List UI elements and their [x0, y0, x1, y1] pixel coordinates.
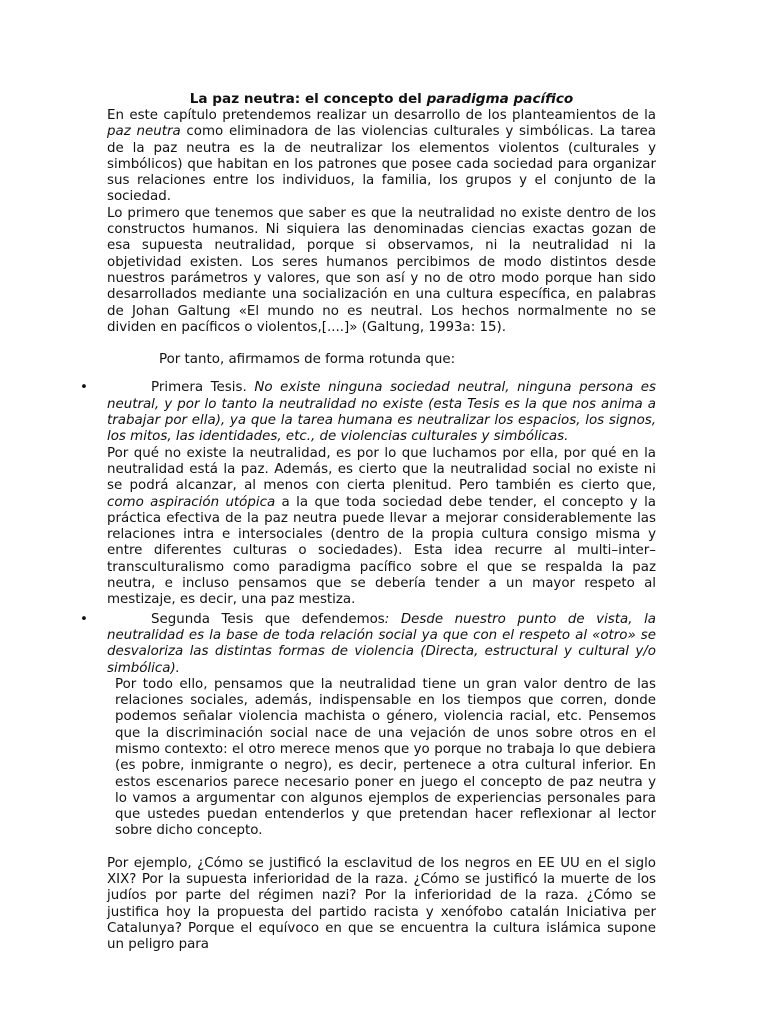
- thesis-one-text: [107, 380, 656, 445]
- p3-text-c: a la que toda sociedad debe tender, el concepto y la práctica efectiva de la paz neutra puede llevar a mejorar considerablemente las relaciones intra e intersociales (dentro de la propia cultura consigo misma y entre diferentes culturas o sociedades). Esta idea recurre al multi–inter–transculturalismo como paradigma pacífico sobre el que se respalda la paz neutra, e incluso pensamos que se debería tender a un mayor respeto al mestizaje, es decir, una paz mestiza.: [107, 494, 656, 608]
- bullet-marker: •: [80, 611, 88, 627]
- p1-emphasis: paz neutra: [107, 124, 181, 140]
- spacer: [107, 840, 656, 856]
- thesis-one: [80, 380, 656, 445]
- p1-text-c: como eliminadora de las violencias culturales y simbólicas. La tarea de la paz neutra es la de neutralizar los elementos violentos (culturales y simbólicos) que habitan en los patrones que posee cada sociedad para organizar sus relaciones entre los individuos, la familia, los grupos y el conjunto de la sociedad.: [107, 124, 656, 205]
- paragraph-neutrality: Lo primero que tenemos que saber es que la neutralidad no existe dentro de los constructos humanos. Ni siquiera las denominadas ciencias exactas gozan de esa supuesta neutralidad, porque si observamos, ni la neutralidad ni la objetividad existen. Los seres humanos percibimos de modo distintos desde nuestros parámetros y valores, que son así y no de otro modo porque han sido desarrollados mediante una socialización en una cultura específica, en palabras de Johan Galtung «El mundo no es neutral. Los hechos normalmente no se dividen en pacíficos o violentos,[....]» (Galtung, 1993a: 15).: [107, 205, 656, 335]
- paragraph-intro: [107, 108, 656, 206]
- title-plain: La paz neutra: el concepto del: [189, 91, 427, 107]
- p3-emphasis: como aspiración utópica: [107, 494, 276, 510]
- bullet-marker: •: [80, 380, 88, 396]
- thesis-two: [80, 611, 656, 677]
- title-italic: paradigma pacífico: [426, 91, 574, 107]
- spacer: [107, 336, 656, 350]
- paragraph-discrimination: Por todo ello, pensamos que la neutralidad tiene un gran valor dentro de las relaciones sociales, además, indispensable en los tiempos que corren, donde podemos señalar violencia machista o género, violencia racial, etc. Pensemos que la discriminación social nace de una vejación de unos sobre otros en el mismo contexto: el otro merece menos que yo porque no trabaja lo que debiera (es pobre, inmigrante o negro), es decir, pertenece a otra cultural inferior. En estos escenarios parece necesario poner en juego el concepto de paz neutra y lo vamos a argumentar con algunos ejemplos de experiencias personales para que ustedes puedan entenderlos y que pretendan hacer reflexionar al lector sobre dicho concepto.: [115, 676, 656, 839]
- p1-text-a: En este capítulo pretendemos realizar un desarrollo de los planteamientos de la: [107, 108, 656, 123]
- thesis-one-label: Primera Tesis.: [151, 380, 247, 396]
- p3-text-a: Por qué no existe la neutralidad, es por lo que luchamos por ella, por qué en la neutralidad está la paz. Además, es cierto que la neutralidad social no existe ni se podrá alcanzar, al menos con cierta plenitud. Pero también es cierto que,: [107, 445, 656, 494]
- paragraph-examples: Por ejemplo, ¿Cómo se justificó la esclavitud de los negros en EE UU en el siglo XIX? Por la supuesta inferioridad de la raza. ¿Cómo se justificó la muerte de los judíos por parte del régimen nazi? Por la inferioridad de la raza. ¿Cómo se justifica hoy la propuesta del partido racista y xenófobo catalán Iniciativa per Catalunya? Porque el equívoco en que se encuentra la cultura islámica supone un peligro para: [107, 855, 656, 953]
- paragraph-lead: Por tanto, afirmamos de forma rotunda que:: [159, 352, 456, 368]
- thesis-two-text: [107, 612, 656, 677]
- paragraph-utopia: [107, 446, 656, 609]
- thesis-two-label: Segunda Tesis que defendemos: [151, 611, 385, 627]
- thesis-one-italic: No existe ninguna sociedad neutral, ninguna persona es neutral, y por lo tanto la neutralidad no existe (esta Tesis es la que nos anima a trabajar por ella), ya que la tarea humana es neutralizar los espacios, los signos, los mitos, las identidades, etc., de violencias culturales y simbólicas.: [107, 380, 656, 445]
- thesis-two-italic: : Desde nuestro punto de vista, la neutralidad es la base de toda relación social ya que con el respeto al «otro» se desvaloriza las distintas formas de violencia (Directa, estructural y cultural y/o simbólica).: [107, 611, 656, 676]
- document-title: [107, 91, 656, 108]
